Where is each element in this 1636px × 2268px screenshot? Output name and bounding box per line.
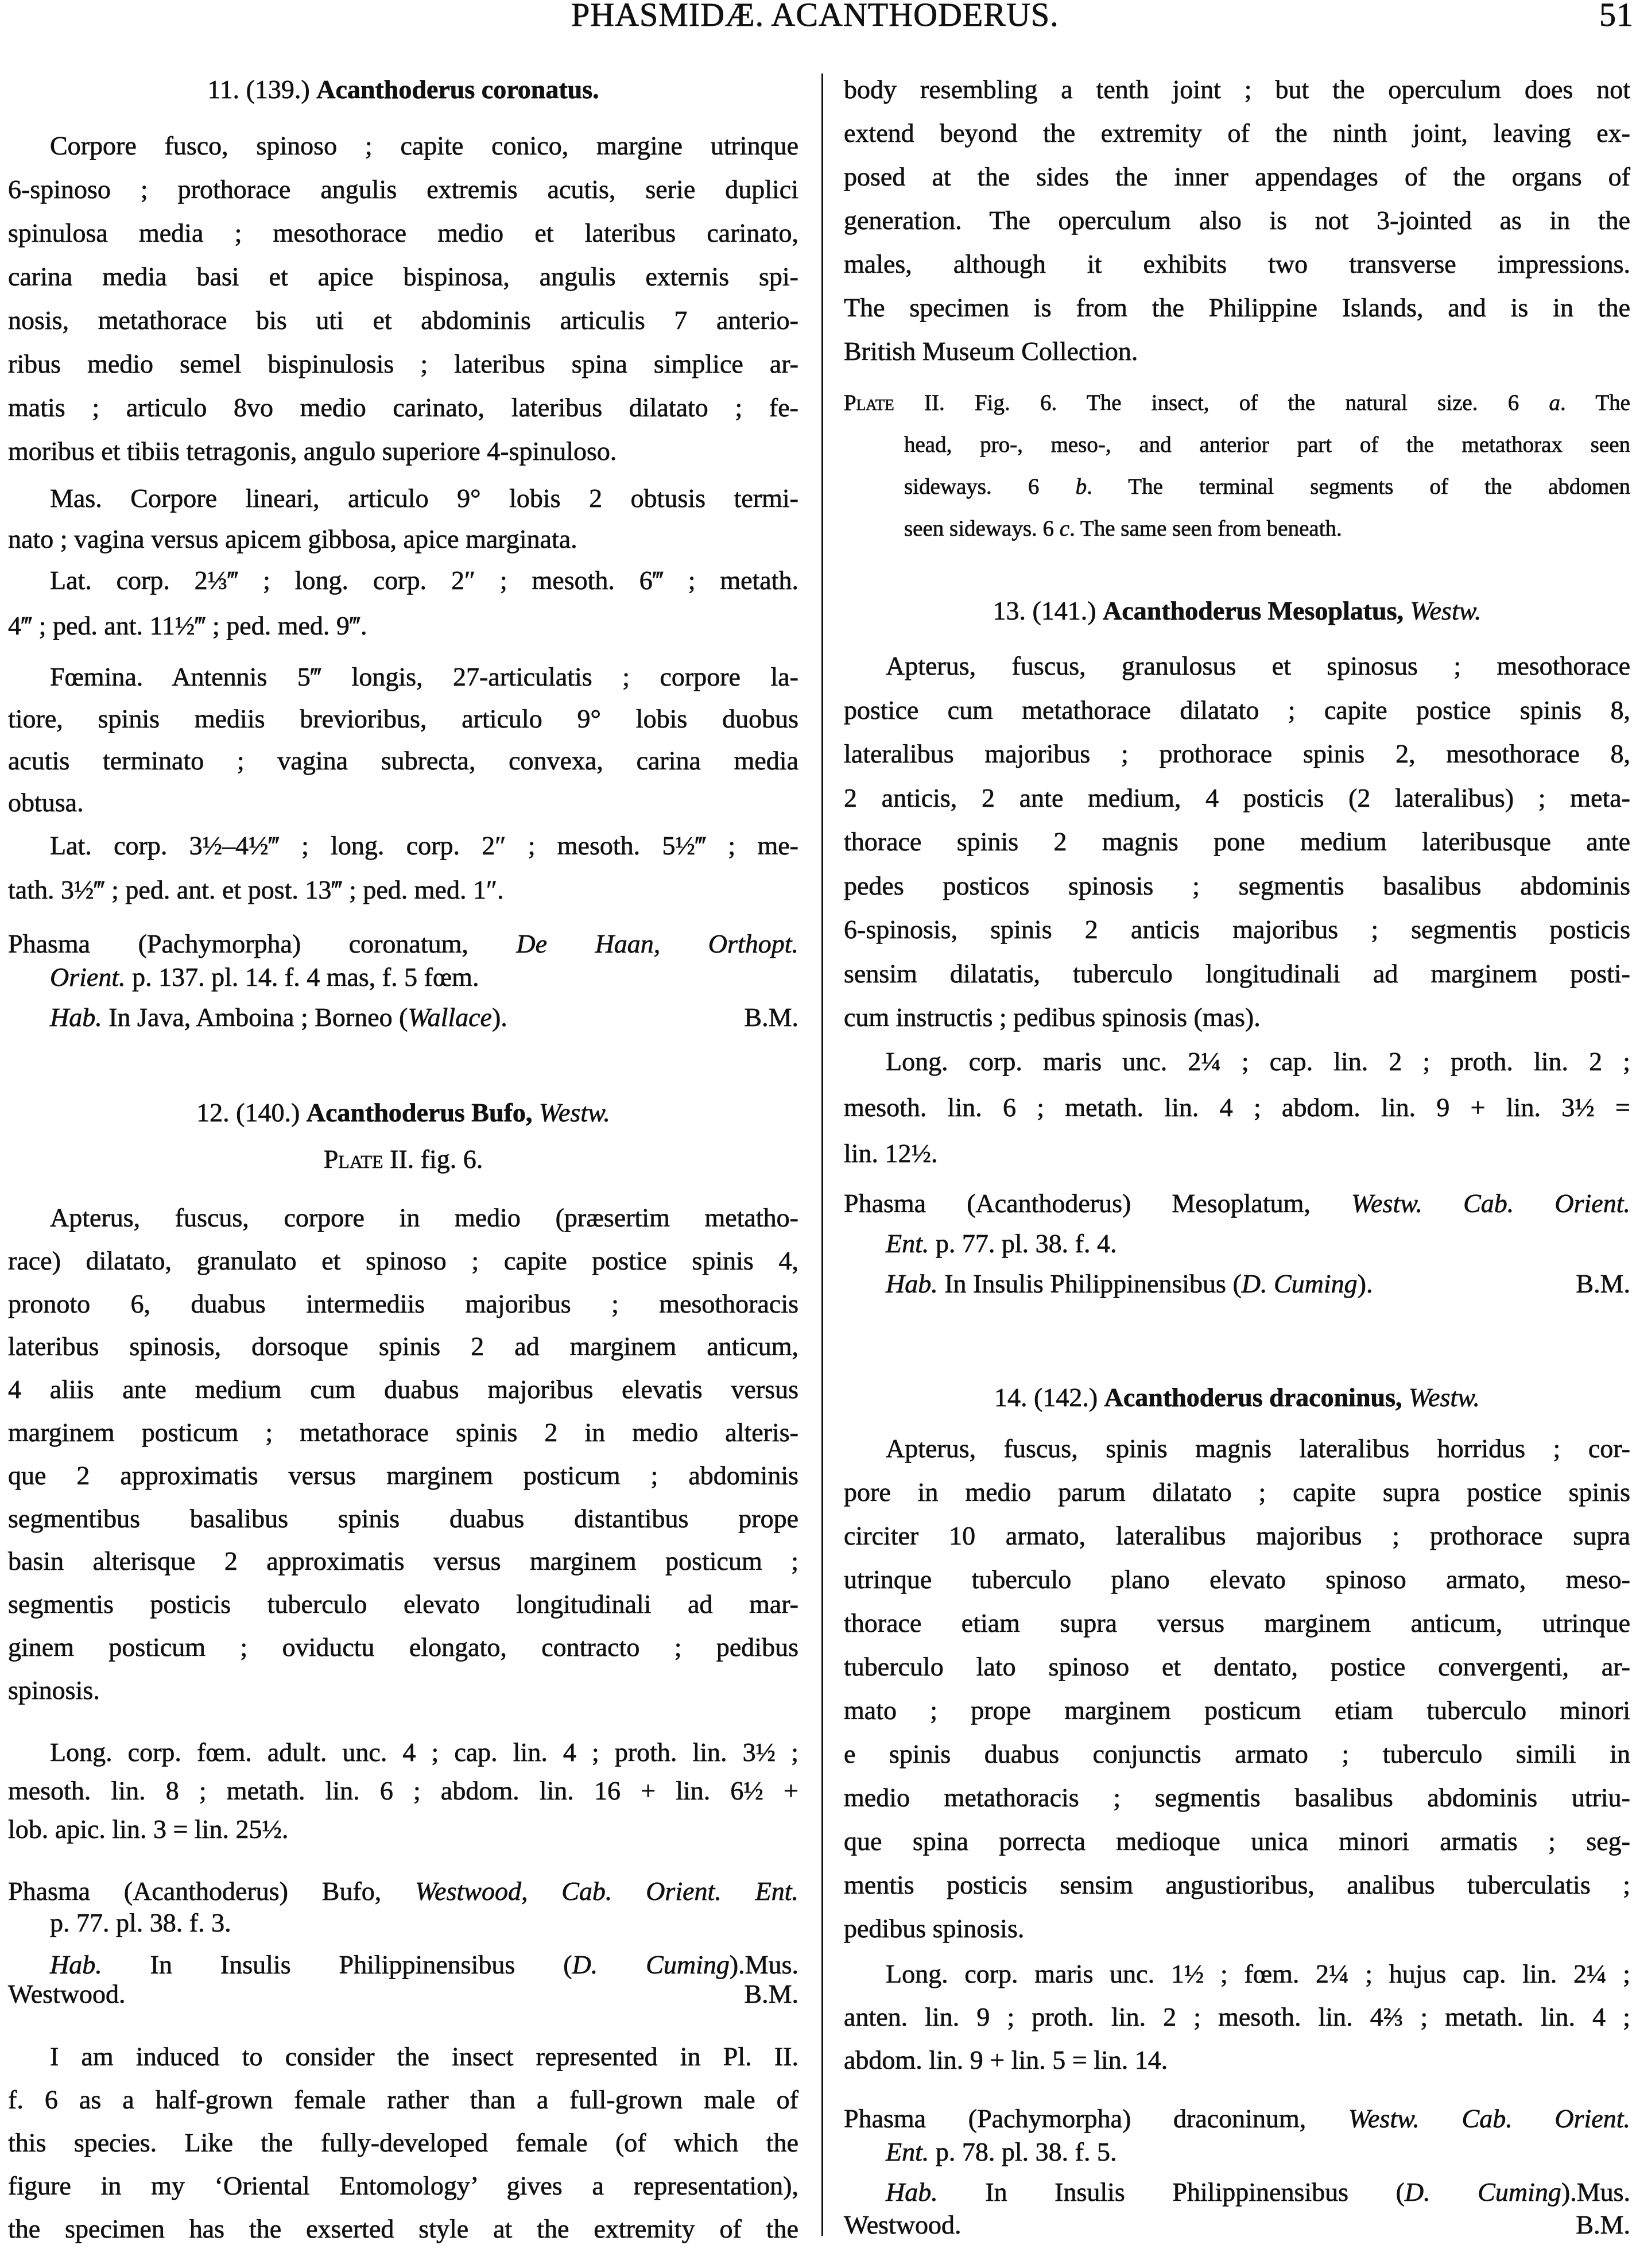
text-run: ). [1357, 1269, 1373, 1298]
text-line: 6-spinoso ; prothorace angulis extremis acutis, serie duplici [8, 175, 798, 204]
description-paragraph [844, 1427, 1630, 1950]
text-run: ). [729, 1950, 745, 1979]
italic-run: c [1059, 516, 1070, 541]
species-heading-13 [844, 589, 1630, 633]
male-paragraph [8, 478, 798, 559]
text-line: circiter 10 armato, lateralibus majoribus ; prothorace supra [844, 1521, 1630, 1550]
bold-run: Acanthoderus Bufo, [306, 1098, 533, 1127]
text-line: spinulosa media ; mesothorace medio et lateribus carinato, [8, 218, 798, 247]
text-line: mesoth. lin. 8 ; metath. lin. 6 ; abdom. lin. 16 + lin. 6½ + [8, 1776, 798, 1805]
synonymy [844, 1183, 1630, 1264]
running-head: PHASMIDÆ. ACANTHODERUS. [571, 0, 1059, 33]
italic-run: Hab. [50, 1003, 102, 1032]
text-run: II. Fig. 6. The insect, of the natural size. 6 [894, 390, 1549, 415]
text-line: body resembling a tenth joint ; but the operculum does not [844, 75, 1630, 104]
italic-run: Westw. Cab. Orient. [1351, 1189, 1630, 1218]
text-line: que spina porrecta medioque unica minori armatis ; seg- [844, 1826, 1630, 1856]
plate-caption [844, 382, 1630, 549]
text-run: Phasma (Acanthoderus) Mesoplatum, [844, 1189, 1352, 1218]
text-run [1404, 596, 1410, 625]
bold-run: Acanthoderus Mesoplatus, [1103, 596, 1404, 625]
measurements-paragraph [844, 1039, 1630, 1176]
text-line [844, 1224, 1630, 1264]
text-line: thorace etiam supra versus marginem anticum, utrinque [844, 1608, 1630, 1638]
text-run: In Insulis Philippinensibus ( [937, 1269, 1242, 1298]
description-paragraph [844, 644, 1630, 1040]
text-line [844, 589, 1630, 633]
text-line: this species. Like the fully-developed female (of which the [8, 2128, 798, 2157]
text-line [844, 466, 1630, 508]
text-run: sideways. 6 [904, 474, 1076, 499]
text-line: medio metathoracis ; segmentis basalibus abdominis utriu- [844, 1783, 1630, 1812]
italic-run: Westw. [538, 1098, 610, 1127]
text-line [844, 2176, 1630, 2208]
italic-run: D. Cuming [1404, 2177, 1561, 2207]
text-line [8, 1091, 798, 1135]
text-line: thorace spinis 2 magnis pone medium lateribusque ante [844, 827, 1630, 856]
text-line: mato ; prope marginem posticum etiam tuberculo minori [844, 1696, 1630, 1725]
text-line: mentis posticis sensim angustioribus, analibus tuberculatis ; [844, 1870, 1630, 1899]
small-caps-run: Plate [844, 390, 894, 415]
text-line: abdom. lin. 9 + lin. 5 = lin. 14. [844, 2045, 1168, 2075]
text-line [844, 1376, 1630, 1419]
italic-run: Westwood, Cab. Orient. Ent. [415, 1876, 798, 1906]
text-run: . The [1560, 390, 1630, 415]
synonymy [8, 927, 798, 994]
text-line [8, 68, 798, 111]
habitat [844, 2176, 1630, 2241]
bold-run: Acanthoderus draconinus, [1104, 1383, 1402, 1412]
text-line: Corpore fusco, spinoso ; capite conico, margine utrinque [50, 131, 798, 160]
italic-run: Hab. [886, 2177, 938, 2207]
text-line: extend beyond the extremity of the ninth joint, leaving ex- [844, 118, 1630, 148]
description-paragraph [8, 124, 798, 473]
text-line: lin. 12½. [844, 1139, 938, 1168]
text-line: cum instructis ; pedibus spinosis (mas). [844, 1003, 1261, 1032]
text-run: 14. (142.) [994, 1383, 1104, 1412]
text-run: Westwood. [8, 1979, 126, 2008]
habitat [8, 1950, 798, 2008]
text-line: matis ; articulo 8vo medio carinato, lateribus dilatato ; fe- [8, 393, 798, 422]
page-number: 51 [1599, 0, 1634, 33]
text-run: p. 77. pl. 38. f. 4. [929, 1229, 1117, 1258]
italic-run: D. Cuming [572, 1950, 730, 1979]
text-run: II. fig. 6. [383, 1144, 483, 1174]
column-divider [821, 73, 823, 2236]
text-line [8, 961, 798, 994]
collection-mark: B.M. [1576, 2210, 1630, 2239]
text-run: ). [491, 1003, 507, 1032]
text-run: 13. (141.) [993, 596, 1103, 625]
text-run: Phasma (Pachymorpha) coronatum, [8, 929, 517, 958]
text-line: moribus et tibiis tetragonis, angulo superiore 4-spinuloso. [8, 436, 617, 466]
text-line [8, 1979, 798, 2008]
text-line [844, 508, 1630, 549]
text-line: f. 6 as a half-grown female rather than a full-grown male of [8, 2085, 798, 2114]
synonymy [844, 2102, 1630, 2169]
text-line [8, 1137, 798, 1181]
text-line: I am induced to consider the insect represented in Pl. II. [50, 2042, 798, 2071]
text-line [8, 927, 798, 961]
text-line [8, 1950, 798, 1979]
text-line: the specimen has the exserted style at the extremity of the [8, 2214, 798, 2243]
text-line: 4‴ ; ped. ant. 11½‴ ; ped. med. 9‴. [8, 611, 367, 640]
text-line: 2 anticis, 2 ante medium, 4 posticis (2 lateralibus) ; meta- [844, 783, 1630, 812]
text-run [532, 1098, 539, 1127]
text-line: Lat. corp. 2⅓‴ ; long. corp. 2″ ; mesoth. 6‴ ; metath. [50, 566, 798, 595]
text-run: p. 77. pl. 38. f. 3. [50, 1908, 231, 1937]
text-run: In Insulis Philippinensibus ( [102, 1950, 572, 1979]
species-heading-14 [844, 1376, 1630, 1419]
italic-run: Westw. Cab. Orient. [1348, 2104, 1630, 2133]
text-line: sensim dilatatis, tuberculo longitudinali ad marginem posti- [844, 958, 1630, 988]
italic-run: Ent. [886, 1229, 929, 1258]
text-line: lateralibus majoribus ; prothorace spinis 2, mesothorace 8, [844, 739, 1630, 768]
text-line: pore in medio parum dilatato ; capite supra postice spinis [844, 1477, 1630, 1507]
text-run: seen sideways. 6 [904, 516, 1060, 541]
female-paragraph [8, 656, 798, 823]
measurements-paragraph [844, 1952, 1630, 2081]
italic-run: Orient. [50, 962, 126, 992]
commentary-paragraph [8, 2035, 798, 2250]
text-line: segmentis posticis tuberculo elevato longitudinali ad mar- [8, 1589, 798, 1619]
text-line: spinosis. [8, 1675, 100, 1705]
text-line: lob. apic. lin. 3 = lin. 25½. [8, 1814, 289, 1844]
text-line: tuberculo lato spinoso et dentato, postice convergenti, ar- [844, 1652, 1630, 1681]
habitat [8, 996, 798, 1039]
plate-reference [8, 1137, 798, 1181]
text-run: In Java, Amboina ; Borneo ( [102, 1003, 408, 1032]
text-line: lateribus spinosis, dorsoque spinis 2 ad marginem anticum, [8, 1332, 798, 1361]
text-line: pedibus spinosis. [844, 1914, 1025, 1943]
text-line: British Museum Collection. [844, 336, 1138, 366]
italic-run: b [1075, 474, 1087, 499]
text-line: tiore, spinis mediis brevioribus, articulo 9° lobis duobus [8, 704, 798, 733]
collection-mark: B.M. [744, 1003, 798, 1032]
text-run: 11. (139.) [207, 75, 317, 104]
text-line: utrinque tuberculo plano elevato spinoso armato, meso- [844, 1565, 1630, 1594]
text-run: p. 137. pl. 14. f. 4 mas, f. 5 fœm. [125, 962, 479, 992]
text-line: The specimen is from the Philippine Islands, and is in the [844, 293, 1630, 322]
species-heading-12 [8, 1091, 798, 1135]
text-run: Westwood. [844, 2210, 962, 2239]
habitat [844, 1262, 1630, 1306]
collection-mark: Mus. [1576, 2177, 1630, 2207]
text-run: Phasma (Acanthoderus) Bufo, [8, 1876, 416, 1906]
text-line [8, 996, 798, 1039]
text-line: Apterus, fuscus, spinis magnis lateralibus horridus ; cor- [886, 1434, 1630, 1463]
text-line [8, 1907, 798, 1938]
text-line [844, 382, 1630, 424]
text-run: p. 78. pl. 38. f. 5. [929, 2137, 1117, 2166]
text-line: pedes posticos spinosis ; segmentis basalibus abdominis [844, 870, 1630, 900]
italic-run: De Haan, Orthopt. [516, 929, 798, 958]
text-run: . The same seen from beneath. [1069, 516, 1342, 541]
italic-run: Hab. [50, 1950, 102, 1979]
text-line: ribus medio semel bispinulosis ; lateribus spina simplice ar- [8, 349, 798, 378]
text-line: Apterus, fuscus, granulosus et spinosus ; mesothorace [886, 651, 1630, 680]
bold-run: Acanthoderus coronatus. [316, 75, 599, 104]
text-run: . The terminal segments of the abdomen [1087, 474, 1630, 499]
text-line: ginem posticum ; oviductu elongato, contracto ; pedibus [8, 1632, 798, 1662]
italic-run: Hab. [886, 1269, 938, 1298]
italic-run: Wallace [408, 1003, 492, 1032]
text-line: males, although it exhibits two transverse impressions. [844, 249, 1630, 278]
text-line [844, 2135, 1630, 2169]
text-run: Phasma (Pachymorpha) draconinum, [844, 2104, 1348, 2133]
measurements-paragraph [8, 1733, 798, 1848]
text-line: Apterus, fuscus, corpore in medio (præsertim metatho- [50, 1203, 798, 1232]
text-line: marginem posticum ; metathorace spinis 2 in medio alteris- [8, 1417, 798, 1447]
text-line: Long. corp. fœm. adult. unc. 4 ; cap. lin. 4 ; proth. lin. 3½ ; [50, 1737, 798, 1767]
small-caps-run: Plate [323, 1144, 383, 1174]
text-run: In Insulis Philippinensibus ( [937, 2177, 1405, 2207]
text-line: head, pro-, meso-, and anterior part of the metathorax seen [904, 432, 1630, 457]
text-line: pronoto 6, duabus intermediis majoribus ; mesothoracis [8, 1288, 798, 1318]
synonymy [8, 1875, 798, 1938]
italic-run: D. Cuming [1241, 1269, 1358, 1298]
text-line: mesoth. lin. 6 ; metath. lin. 4 ; abdom. lin. 9 + lin. 3½ = [844, 1093, 1630, 1122]
text-line: tath. 3½‴ ; ped. ant. et post. 13‴ ; ped. med. 1″. [8, 875, 504, 904]
italic-run: a [1549, 390, 1561, 415]
commentary-continued [844, 68, 1630, 373]
text-line: nato ; vagina versus apicem gibbosa, apice marginata. [8, 524, 577, 554]
text-line: posed at the sides the inner appendages of the organs of [844, 162, 1630, 191]
collection-mark: B.M. [1576, 1269, 1630, 1298]
text-line: Long. corp. maris unc. 2¼ ; cap. lin. 2 ; proth. lin. 2 ; [886, 1047, 1630, 1076]
italic-run: Ent. [886, 2137, 929, 2166]
italic-run: Westw. [1409, 1383, 1480, 1412]
text-run [1402, 1383, 1409, 1412]
text-run: 12. (140.) [196, 1098, 307, 1127]
text-line: nosis, metathorace bis uti et abdominis articulis 7 anterio- [8, 305, 798, 335]
text-line: obtusa. [8, 788, 84, 817]
text-run: ). [1561, 2177, 1577, 2207]
text-line: basin alterisque 2 approximatis versus marginem posticum ; [8, 1546, 798, 1576]
text-line: segmentibus basalibus spinis duabus distantibus prope [8, 1503, 798, 1533]
text-line: race) dilatato, granulato et spinoso ; capite postice spinis 4, [8, 1245, 798, 1275]
text-line [8, 1875, 798, 1907]
text-line: que 2 approximatis versus marginem posticum ; abdominis [8, 1460, 798, 1490]
text-line [844, 1183, 1630, 1224]
measurements-paragraph [8, 823, 798, 912]
text-line [844, 2208, 1630, 2241]
text-line: carina media basi et apice bispinosa, angulis externis spi- [8, 262, 798, 291]
measurements-paragraph [8, 558, 798, 648]
text-line: Lat. corp. 3½–4½‴ ; long. corp. 2″ ; mesoth. 5½‴ ; me- [50, 831, 798, 860]
text-line: Long. corp. maris unc. 1½ ; fœm. 2¼ ; hujus cap. lin. 2¼ ; [886, 1959, 1630, 1988]
text-line: Mas. Corpore lineari, articulo 9° lobis 2 obtusis termi- [50, 483, 798, 513]
text-line: acutis terminato ; vagina subrecta, convexa, carina media [8, 746, 798, 775]
collection-mark: Mus. [745, 1950, 798, 1979]
text-line: 6-spinosis, spinis 2 anticis majoribus ; segmentis posticis [844, 915, 1630, 944]
text-line [844, 1262, 1630, 1306]
text-line: figure in my ‘Oriental Entomology’ gives a representation), [8, 2171, 798, 2200]
text-line: Fœmina. Antennis 5‴ longis, 27-articulatis ; corpore la- [50, 662, 798, 691]
text-line: postice cum metathorace dilatato ; capite postice spinis 8, [844, 695, 1630, 725]
description-paragraph [8, 1197, 798, 1712]
text-line: anten. lin. 9 ; proth. lin. 2 ; mesoth. lin. 4⅔ ; metath. lin. 4 ; [844, 2002, 1630, 2031]
text-line: e spinis duabus conjunctis armato ; tuberculo simili in [844, 1739, 1630, 1768]
collection-mark: B.M. [744, 1979, 798, 2008]
text-line: 4 aliis ante medium cum duabus majoribus elevatis versus [8, 1375, 798, 1404]
text-line [844, 2102, 1630, 2135]
italic-run: Westw. [1410, 596, 1482, 625]
text-line: generation. The operculum also is not 3-jointed as in the [844, 206, 1630, 235]
species-heading-11 [8, 68, 798, 111]
